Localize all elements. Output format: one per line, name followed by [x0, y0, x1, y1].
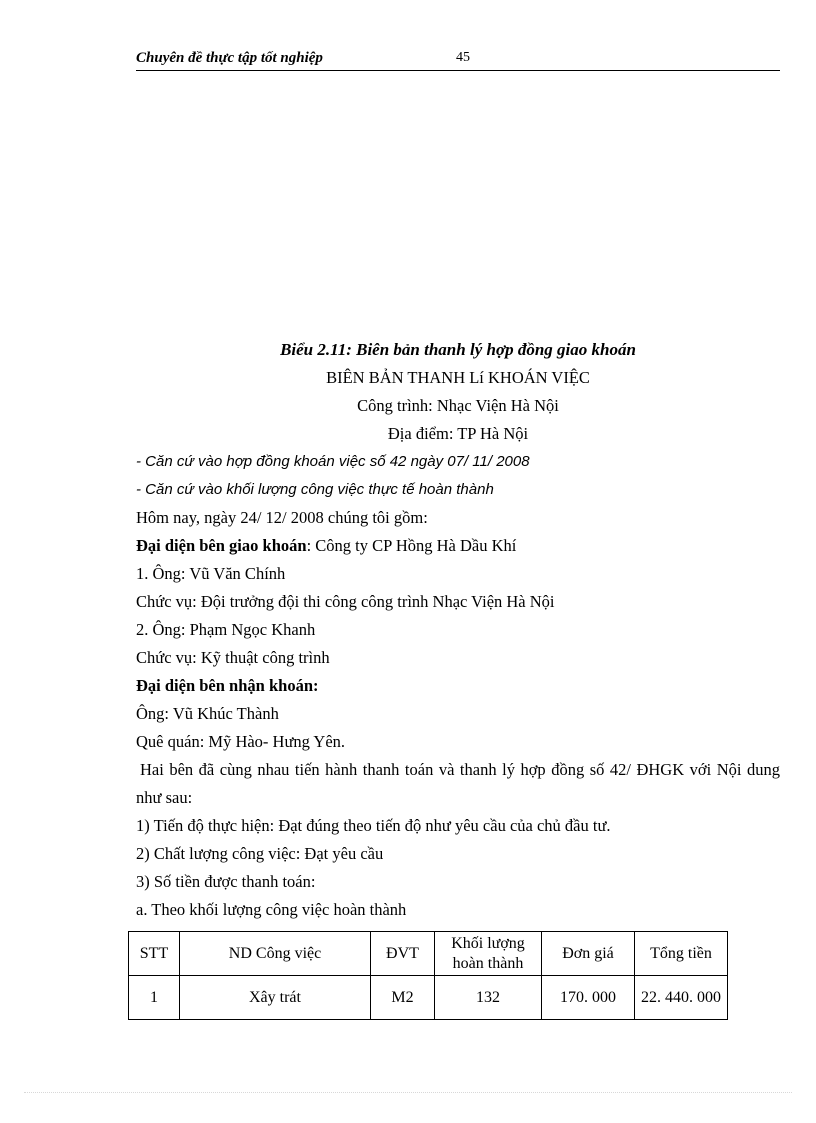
- header-unit-price: Đơn giá: [542, 932, 635, 976]
- party-b-line: Đại diện bên nhận khoán:: [136, 676, 319, 695]
- basis-line-1: - Căn cứ vào hợp đồng khoán việc số 42 ngày 07/ 11/ 2008: [136, 453, 530, 470]
- party-a-label: Đại diện bên giao khoán: [136, 536, 307, 555]
- party-a-rep2-name: 2. Ông: Phạm Ngọc Khanh: [136, 620, 316, 639]
- party-b-label: Đại diện bên nhận khoán: [136, 676, 313, 695]
- party-a-rep1-name: 1. Ông: Vũ Văn Chính: [136, 564, 286, 583]
- header-title: Chuyên đề thực tập tốt nghiệp: [136, 50, 323, 66]
- page-bottom-divider: [24, 1092, 792, 1093]
- party-b-name: Ông: Vũ Khúc Thành: [136, 704, 279, 723]
- document-title: BIÊN BẢN THANH Lí KHOÁN VIỆC: [326, 368, 590, 387]
- item-3: 3) Số tiền được thanh toán:: [136, 872, 316, 891]
- table-row: [129, 976, 728, 1020]
- table-header-row: [129, 932, 728, 976]
- header-unit: ĐVT: [371, 932, 435, 976]
- basis-line-2: - Căn cứ vào khối lượng công việc thực tế hoàn thành: [136, 481, 494, 498]
- header-task: ND Công việc: [180, 932, 371, 976]
- cell-unit: M2: [371, 976, 435, 1020]
- party-a-value: Công ty CP Hồng Hà Dầu Khí: [311, 536, 517, 555]
- project-line: Công trình: Nhạc Viện Hà Nội: [357, 396, 559, 415]
- party-a-rep2-role: Chức vụ: Kỹ thuật công trình: [136, 648, 330, 667]
- party-b-hometown: Quê quán: Mỹ Hào- Hưng Yên.: [136, 732, 346, 751]
- work-table: [128, 931, 728, 1020]
- header-quantity: Khối lượng hoàn thành: [435, 932, 542, 976]
- header-total: Tổng tiền: [635, 932, 728, 976]
- agreement-paragraph: Hai bên đã cùng nhau tiến hành thanh toán và thanh lý hợp đồng số 42/ ĐHGK với Nội dung như sau:: [136, 760, 780, 807]
- figure-caption: Biểu 2.11: Biên bản thanh lý hợp đồng giao khoán: [280, 340, 636, 359]
- page-header: [136, 48, 780, 71]
- cell-total: 22. 440. 000: [635, 976, 728, 1020]
- intro-line: Hôm nay, ngày 24/ 12/ 2008 chúng tôi gồm:: [136, 508, 428, 527]
- cell-stt: 1: [129, 976, 180, 1020]
- header-stt: STT: [129, 932, 180, 976]
- cell-task: Xây trát: [180, 976, 371, 1020]
- cell-unit-price: 170. 000: [542, 976, 635, 1020]
- item-3a: a. Theo khối lượng công việc hoàn thành: [136, 900, 407, 919]
- party-a-line: Đại diện bên giao khoán: Công ty CP Hồng Hà Dầu Khí: [136, 536, 517, 555]
- party-a-rep1-role: Chức vụ: Đội trưởng đội thi công công trình Nhạc Viện Hà Nội: [136, 592, 555, 611]
- location-line: Địa điểm: TP Hà Nội: [387, 424, 529, 443]
- document-body: [136, 336, 780, 924]
- item-1: 1) Tiến độ thực hiện: Đạt đúng theo tiến độ như yêu cầu của chủ đầu tư.: [136, 816, 611, 835]
- item-2: 2) Chất lượng công việc: Đạt yêu cầu: [136, 844, 384, 863]
- page-number: 45: [456, 50, 470, 65]
- cell-quantity: 132: [435, 976, 542, 1020]
